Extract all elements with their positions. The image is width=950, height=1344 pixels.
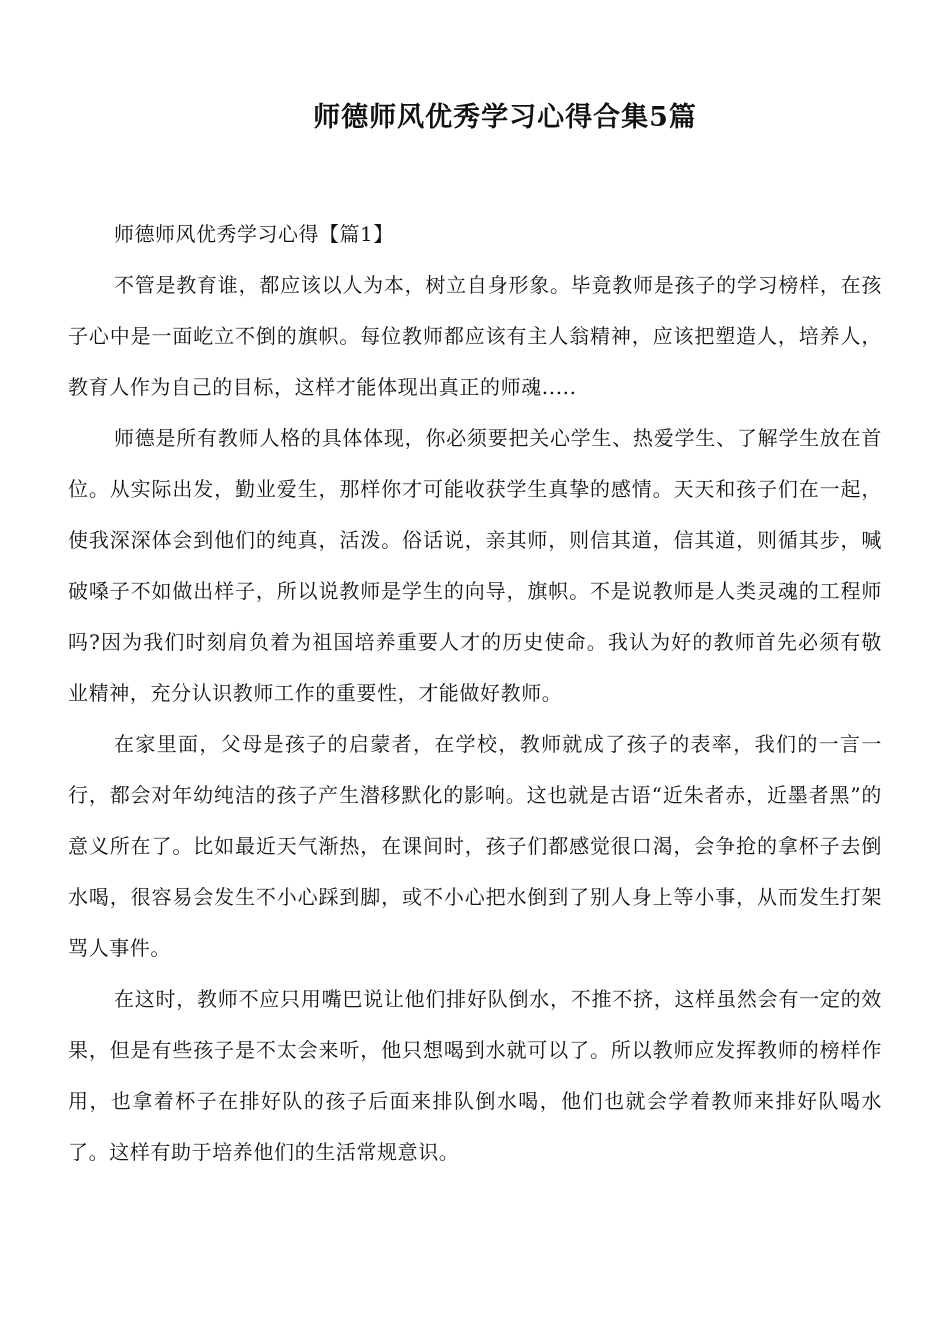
paragraph-2: 师德是所有教师人格的具体体现，你必须要把关心学生、热爱学生、了解学生放在首位。从实际出发，勤业爱生，那样你才可能收获学生真挚的感情。天天和孩子们在一起，使我深深体会到他们的纯真，活泼。俗话说，亲其师，则信其道，信其道，则循其步，喊破嗓子不如做出样子，所以说教师是学生的向导，旗帜。不是说教师是人类灵魂的工程师吗?因为我们时刻肩负着为祖国培养重要人才的历史使命。我认为好的教师首先必须有敬业精神，充分认识教师工作的重要性，才能做好教师。	[68, 426, 882, 705]
paragraph-4: 在这时，教师不应只用嘴巴说让他们排好队倒水，不推不挤，这样虽然会有一定的效果，但是有些孩子是不太会来听，他只想喝到水就可以了。所以教师应发挥教师的榜样作用，也拿着杯子在排好队的孩子后面来排队倒水喝，他们也就会学着教师来排好队喝水了。这样有助于培养他们的生活常规意识。	[68, 987, 882, 1164]
section-heading: 师德师风优秀学习心得【篇1】	[114, 222, 394, 246]
document-title: 师德师风优秀学习心得合集5篇	[313, 102, 697, 133]
paragraph-3: 在家里面，父母是孩子的启蒙者，在学校，教师就成了孩子的表率，我们的一言一行，都会对年幼纯洁的孩子产生潜移默化的影响。这也就是古语“近朱者赤，近墨者黑”的意义所在了。比如最近天气渐热，在课间时，孩子们都感觉很口渴，会争抢的拿杯子去倒水喝，很容易会发生不小心踩到脚，或不小心把水倒到了别人身上等小事，从而发生打架骂人事件。	[68, 732, 882, 960]
document-body	[68, 208, 882, 1178]
paragraph-1: 不管是教育谁，都应该以人为本，树立自身形象。毕竟教师是孩子的学习榜样，在孩子心中是一面屹立不倒的旗帜。每位教师都应该有主人翁精神，应该把塑造人，培养人，教育人作为自己的目标，这样才能体现出真正的师魂.....	[68, 273, 882, 399]
